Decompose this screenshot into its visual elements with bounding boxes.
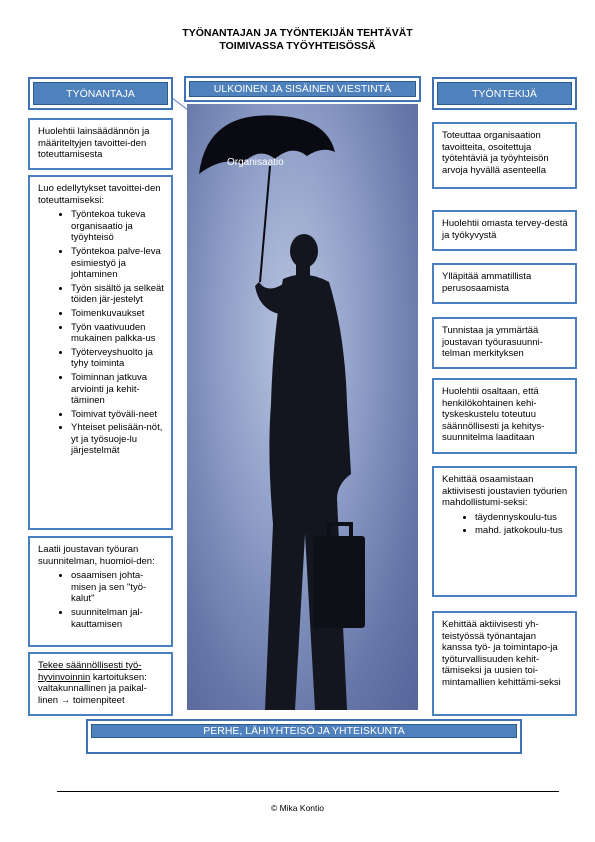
communication-header-label: ULKOINEN JA SISÄINEN VIESTINTÄ — [189, 81, 416, 97]
list-item: • Työntekoa tukeva organisaatio ja työyhteisö — [71, 209, 164, 244]
list-item: • Yhteiset pelisään-nöt, yt ja työsuoje-lu järjestelmät — [71, 422, 164, 457]
employee-box-career-plan — [432, 317, 577, 369]
list-item: • osaamisen johta-misen ja sen "työ-kalut" — [71, 570, 164, 605]
umbrella-label: Organisaatio — [227, 157, 284, 168]
list-item: • täydennyskoulu-tus — [475, 512, 568, 524]
employee-box-competence — [432, 263, 577, 304]
list-item: • Toimenkuvaukset — [71, 308, 164, 320]
employer-header-label: TYÖNANTAJA — [33, 82, 168, 105]
employer-box-legislation-text: Huolehtii lainsäädännön ja määriteltyjen tavoittei-den toteuttamisesta — [38, 126, 150, 161]
list-item: • suunnitelman jal-kauttamisen — [71, 607, 164, 630]
communication-header — [184, 76, 421, 102]
community-header — [86, 719, 522, 754]
employee-box-development-text: Huolehtii osaltaan, että henkilökohtainen kehi-tyskeskustelu toteutuu säännöllisesti ja kehitys-suunnitelma laaditaan — [442, 386, 545, 444]
employee-box-development-discussion — [432, 378, 577, 454]
employee-box-goals — [432, 122, 577, 189]
employee-box-cooperation — [432, 611, 577, 716]
employee-skills-intro: Kehittää osaamistaan aktiivisesti joustavien työurien mahdollistumi-seksi: — [442, 474, 568, 509]
employee-header-label: TYÖNTEKIJÄ — [437, 82, 572, 105]
employee-skills-list — [442, 512, 568, 537]
footer-copyright: © Mika Kontio — [270, 803, 325, 813]
employer-career-plan-intro: Laatii joustavan työuran suunnitelman, huomioi-den: — [38, 544, 155, 567]
employer-career-plan-list — [38, 570, 164, 630]
photo-man-with-umbrella — [187, 104, 418, 710]
employer-box-prerequisites — [28, 175, 173, 530]
employer-header — [28, 77, 173, 110]
page-title-line2: TOIMIVASSA TYÖYHTEISÖSSÄ — [219, 40, 376, 52]
list-item: • Toiminnan jatkuva arviointi ja kehit-täminen — [71, 372, 164, 407]
employer-wellbeing-rest: kartoituksen: valtakunnallinen ja paikal-linen → toimenpiteet — [38, 671, 147, 706]
employee-box-competence-text: Ylläpitää ammatillista perusosaamista — [442, 271, 532, 294]
employer-box-legislation — [28, 118, 173, 170]
employee-box-health — [432, 210, 577, 251]
footer-divider — [57, 791, 559, 792]
employee-box-health-text: Huolehtii omasta tervey-destä ja työkyvystä — [442, 218, 568, 241]
employer-box-wellbeing-survey — [28, 652, 173, 716]
page-title-line1: TYÖNANTAJAN JA TYÖNTEKIJÄN TEHTÄVÄT — [182, 27, 413, 39]
list-item: • Toimivat työväli-neet — [71, 409, 164, 421]
employee-box-cooperation-text: Kehittää aktiivisesti yh-teistyössä työnantajan kanssa työ- ja toimintapo-ja työturvallisuuden kehit-tämiseksi ja uusien toi-mintamallien kehittämi-seksi — [442, 619, 561, 688]
list-item: • Työn vaativuuden mukainen palkka-us — [71, 322, 164, 345]
list-item: • mahd. jatkokoulu-tus — [475, 525, 568, 537]
employer-box-career-plan — [28, 536, 173, 647]
employer-prerequisites-intro: Luo edellytykset tavoittei-den toteuttamiseksi: — [38, 183, 161, 206]
employee-box-goals-text: Toteuttaa organisaation tavoitteita, osoitettuja työtehtäviä ja työyhteisön arvoja hyvällä asenteella — [442, 130, 549, 176]
list-item: • Työterveyshuolto ja tyhy toiminta — [71, 347, 164, 370]
employee-box-career-plan-text: Tunnistaa ja ymmärtää joustavan työurasuunni-telman merkityksen — [442, 325, 543, 360]
silhouette-graphic — [187, 104, 418, 710]
list-item: • Työntekoa palve-leva esimiestyö ja johtaminen — [71, 246, 164, 281]
page-title — [0, 27, 595, 53]
employer-prerequisites-list — [38, 209, 164, 457]
list-item: • Työn sisältö ja selkeät töiden jär-jestelyt — [71, 283, 164, 306]
employee-header — [432, 77, 577, 110]
employee-box-skills — [432, 466, 577, 597]
community-header-label: PERHE, LÄHIYHTEISÖ JA YHTEISKUNTA — [91, 724, 517, 738]
employer-wellbeing-underlined: Tekee säännöllisesti työ-hyvinvoinnin — [38, 660, 142, 683]
